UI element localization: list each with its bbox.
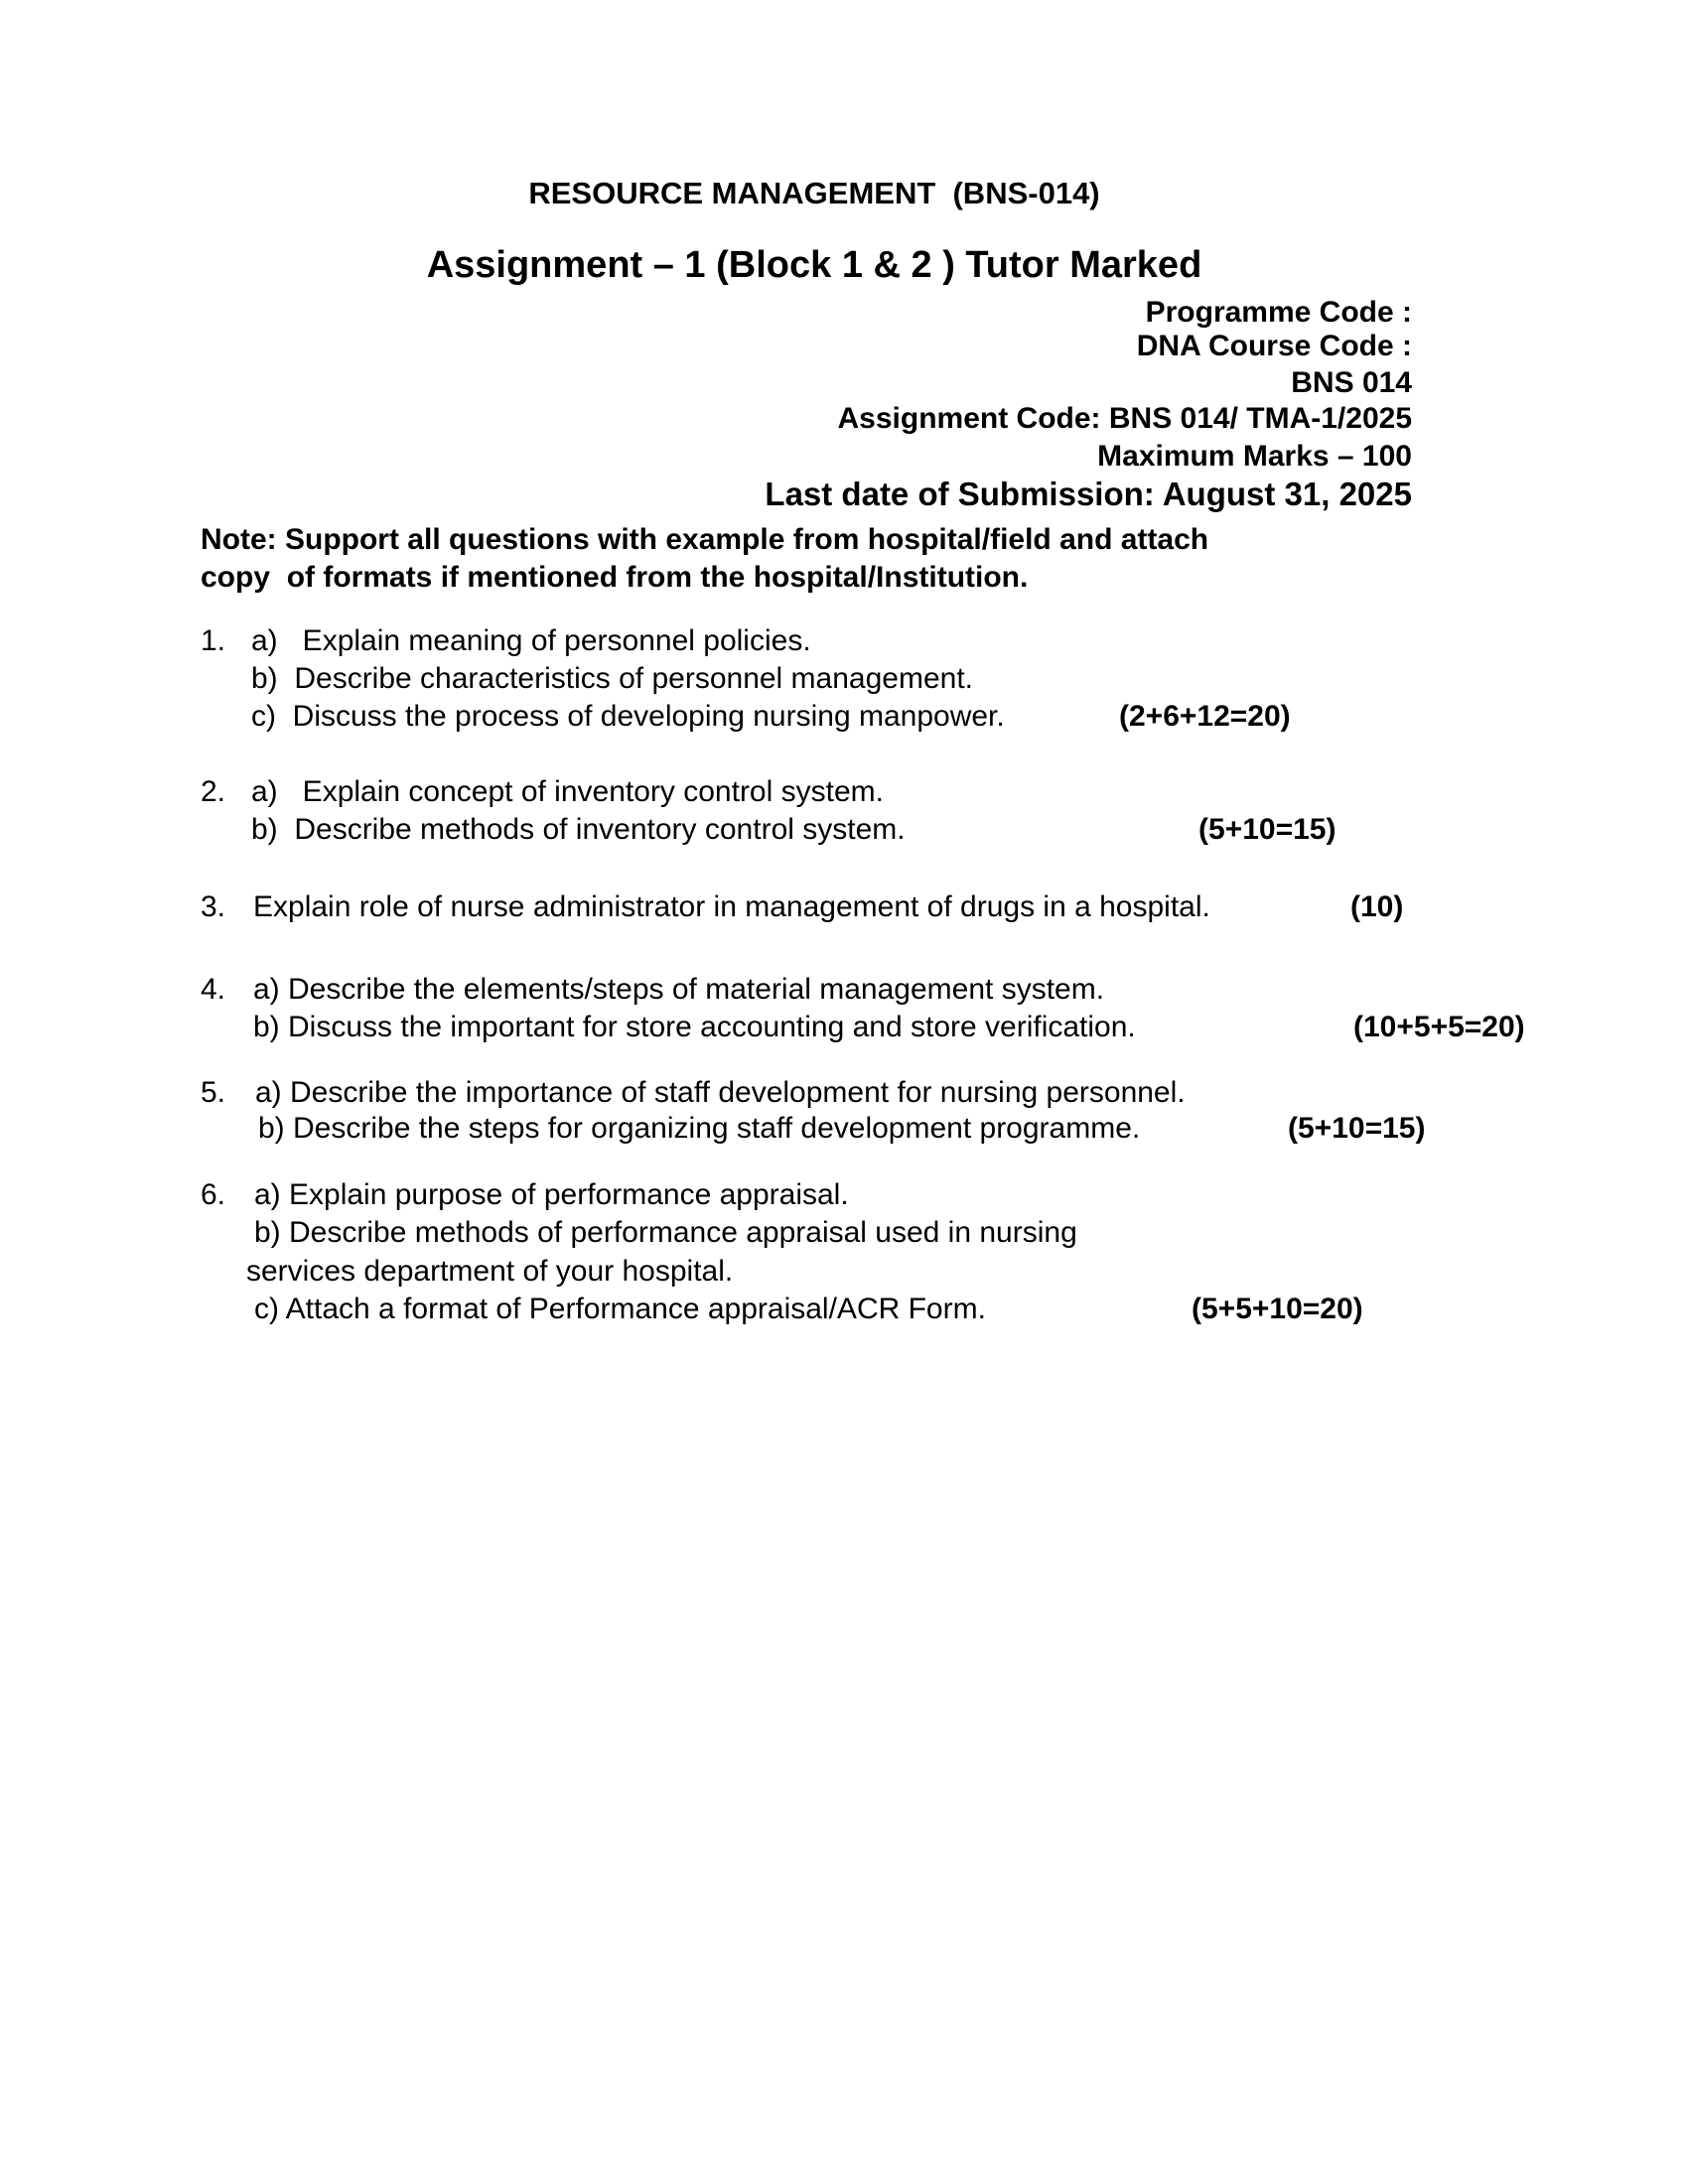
question-6-number: 6. — [201, 1178, 226, 1211]
question-6-line-b: b) Describe methods of performance appraisal used in nursing — [254, 1216, 1077, 1249]
question-4-line-b: b) Discuss the important for store accounting and store verification. — [253, 1011, 1136, 1043]
question-1-marks: (2+6+12=20) — [1119, 700, 1291, 733]
maximum-marks-line: Maximum Marks – 100 — [1097, 440, 1412, 473]
assignment-code-line: Assignment Code: BNS 014/ TMA-1/2025 — [837, 402, 1412, 435]
assignment-heading: Assignment – 1 (Block 1 & 2 ) Tutor Marked — [426, 244, 1202, 286]
question-5-marks: (5+10=15) — [1288, 1112, 1426, 1145]
question-6-line-c: c) Attach a format of Performance appraisal/ACR Form. — [254, 1293, 986, 1325]
question-5-line-a: a) Describe the importance of staff development for nursing personnel. — [255, 1076, 1186, 1109]
programme-code-line: Programme Code : — [1145, 296, 1412, 329]
question-2-number: 2. — [201, 775, 226, 808]
question-6-line-a: a) Explain purpose of performance appraisal. — [254, 1178, 849, 1211]
question-1-line-a: a) Explain meaning of personnel policies. — [251, 624, 811, 657]
note-line-1: Note: Support all questions with example from hospital/field and attach — [201, 523, 1209, 556]
question-6-marks: (5+5+10=20) — [1192, 1293, 1363, 1325]
question-1-line-c: c) Discuss the process of developing nursing manpower. — [251, 700, 1005, 733]
question-2-marks: (5+10=15) — [1198, 813, 1336, 846]
question-2-line-a: a) Explain concept of inventory control system. — [251, 775, 884, 808]
question-1-number: 1. — [201, 624, 226, 657]
question-4-number: 4. — [201, 973, 226, 1006]
question-3-marks: (10) — [1350, 890, 1404, 923]
question-3-line: Explain role of nurse administrator in management of drugs in a hospital. — [253, 890, 1210, 923]
question-3-number: 3. — [201, 890, 226, 923]
question-5-line-b: b) Describe the steps for organizing staff development programme. — [258, 1112, 1141, 1145]
question-4-marks: (10+5+5=20) — [1353, 1011, 1525, 1043]
question-5-number: 5. — [201, 1076, 226, 1109]
question-6-line-b-cont: services department of your hospital. — [246, 1255, 734, 1288]
question-1-line-b: b) Describe characteristics of personnel management. — [251, 662, 974, 695]
course-title: RESOURCE MANAGEMENT (BNS-014) — [528, 176, 1100, 210]
submission-deadline-line: Last date of Submission: August 31, 2025 — [765, 476, 1412, 512]
note-line-2: copy of formats if mentioned from the hospital/Institution. — [201, 561, 1029, 594]
bns-code-line: BNS 014 — [1291, 366, 1412, 399]
dna-course-code-line: DNA Course Code : — [1136, 330, 1412, 362]
question-4-line-a: a) Describe the elements/steps of material management system. — [253, 973, 1105, 1006]
question-2-line-b: b) Describe methods of inventory control system. — [251, 813, 906, 846]
